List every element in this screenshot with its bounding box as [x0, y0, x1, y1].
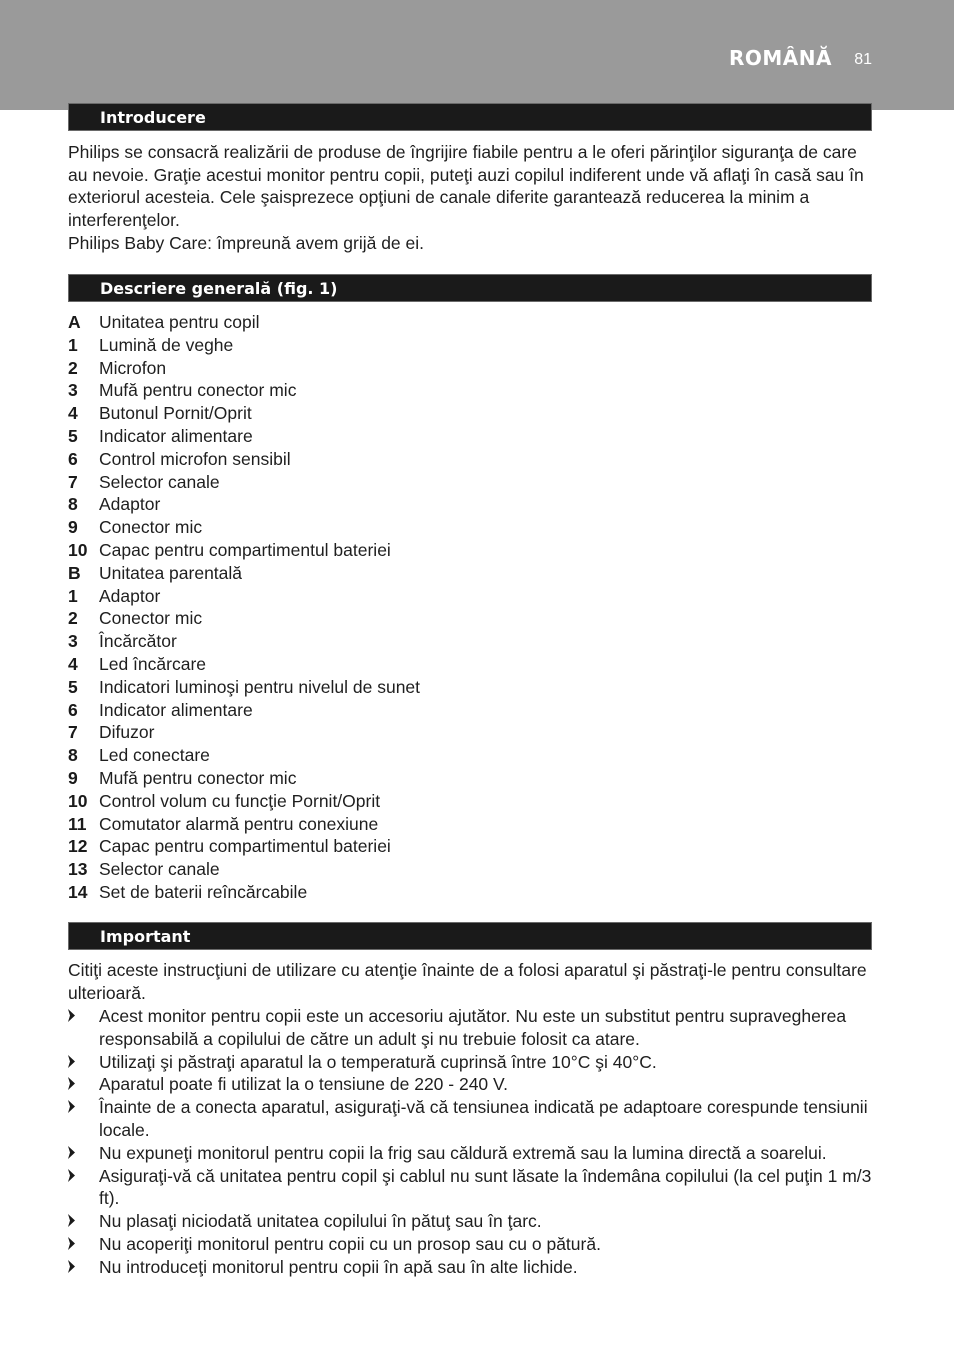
bullet-text: Înainte de a conecta aparatul, asiguraţi-vă că tensiunea indicată pe adaptoare corespunde tensiunii locale. [99, 1097, 868, 1140]
item-key: 5 [68, 676, 78, 697]
bullet-text: Acest monitor pentru copii este un accesoriu ajutător. Nu este un substitut pentru supravegherea responsabilă a copilului de către un adult şi nu trebuie folosit ca atare. [99, 1006, 847, 1049]
item-key: 13 [68, 859, 88, 880]
bullet-arrow-icon [68, 1055, 75, 1068]
item-key: 7 [68, 722, 78, 743]
item-label: Microfon [99, 357, 167, 378]
bullet-arrow-icon [68, 1077, 75, 1090]
item-key: 2 [68, 357, 78, 378]
list-item [68, 630, 868, 653]
bullet-text: Nu acoperiţi monitorul pentru copii cu un prosop sau cu o pătură. [99, 1233, 601, 1254]
item-key: 9 [68, 767, 78, 788]
bullet-text: Asiguraţi-vă că unitatea pentru copil şi cablul nu sunt lăsate la îndemâna copilului (la cel puţin 1 m/3 ft). [99, 1165, 872, 1209]
item-key: 10 [68, 790, 88, 811]
list-item [68, 881, 868, 904]
language-title: ROMÂNĂ [729, 46, 832, 70]
intro-paragraph: Philips se consacră realizării de produse de îngrijire fiabile pentru a le oferi părinţilor siguranţa de care au nevoie. Graţie acestui monitor pentru copii, puteţi auzi copilul indiferent unde vă aflaţi în casă sau în exteriorul acesteia. Cele şaisprezece opţiuni de canale diferite garantează reducerea la minim a interferenţelor. [68, 142, 864, 231]
item-label: Selector canale [99, 859, 220, 880]
list-item [68, 402, 868, 425]
bullet-item [68, 1051, 872, 1074]
list-item [68, 311, 868, 334]
list-item [68, 448, 868, 471]
item-key: 2 [68, 608, 78, 629]
item-label: Adaptor [99, 585, 161, 606]
item-label: Control microfon sensibil [99, 448, 291, 469]
important-intro: Citiţi aceste instrucţiuni de utilizare cu atenţie înainte de a folosi aparatul şi păstraţi-le pentru consultare ulterioară. [68, 960, 867, 1003]
item-label: Indicator alimentare [99, 425, 253, 446]
item-label: Comutator alarmă pentru conexiune [99, 813, 379, 834]
item-key: 12 [68, 836, 88, 857]
bullet-item [68, 1073, 872, 1096]
bullet-arrow-icon [68, 1260, 75, 1273]
item-key: 4 [68, 653, 78, 674]
bullet-text: Nu plasaţi niciodată unitatea copilului în pătuţ sau în ţarc. [99, 1211, 542, 1232]
item-key: 7 [68, 471, 78, 492]
item-key: B [68, 562, 81, 583]
item-key: 4 [68, 403, 78, 424]
safety-bullet-list [68, 1005, 872, 1279]
item-label: Selector canale [99, 471, 220, 492]
bullet-text: Nu introduceţi monitorul pentru copii în apă sau în alte lichide. [99, 1256, 578, 1277]
item-label: Unitatea parentală [99, 562, 243, 583]
item-key: 10 [68, 539, 88, 560]
bullet-item [68, 1256, 872, 1279]
item-label: Conector mic [99, 517, 203, 538]
list-item [68, 653, 868, 676]
parts-list [68, 311, 868, 904]
list-item [68, 357, 868, 380]
bullet-text: Nu expuneţi monitorul pentru copii la frig sau căldură extremă sau la lumina directă a soarelui. [99, 1142, 827, 1163]
item-label: Mufă pentru conector mic [99, 380, 297, 401]
item-label: Adaptor [99, 494, 161, 515]
item-label: Lumină de veghe [99, 334, 234, 355]
item-key: 11 [68, 813, 87, 834]
item-label: Indicator alimentare [99, 699, 253, 720]
page-number: 81 [854, 51, 872, 68]
list-item [68, 493, 868, 516]
section-heading-label: Descriere generală (fig. 1) [100, 279, 338, 298]
item-key: 6 [68, 699, 78, 720]
bullet-text: Aparatul poate fi utilizat la o tensiune de 220 - 240 V. [99, 1074, 508, 1095]
item-key: 5 [68, 425, 78, 446]
bullet-item [68, 1142, 872, 1165]
bullet-item [68, 1210, 872, 1233]
list-item [68, 585, 868, 608]
item-label: Set de baterii reîncărcabile [99, 881, 308, 902]
section-heading-introducere [68, 103, 872, 131]
item-key: 3 [68, 380, 78, 401]
bullet-arrow-icon [68, 1237, 75, 1250]
section-heading-label: Introducere [100, 108, 206, 127]
bullet-arrow-icon [68, 1100, 75, 1113]
item-label: Butonul Pornit/Oprit [99, 403, 252, 424]
bullet-arrow-icon [68, 1146, 75, 1159]
item-key: 6 [68, 448, 78, 469]
item-key: 9 [68, 517, 78, 538]
item-label: Control volum cu funcţie Pornit/Oprit [99, 790, 381, 811]
bullet-item [68, 1233, 872, 1256]
item-label: Capac pentru compartimentul bateriei [99, 539, 391, 560]
item-key: A [68, 312, 81, 332]
intro-text [68, 141, 868, 255]
list-item [68, 858, 868, 881]
list-item [68, 744, 868, 767]
item-key: 8 [68, 494, 78, 515]
item-key: 3 [68, 631, 78, 652]
item-label: Conector mic [99, 608, 203, 629]
item-label: Led conectare [99, 745, 210, 766]
header-band [0, 0, 954, 110]
bullet-arrow-icon [68, 1169, 75, 1182]
section-heading-descriere [68, 274, 872, 302]
list-item [68, 835, 868, 858]
bullet-item [68, 1096, 872, 1142]
list-item [68, 516, 868, 539]
list-item [68, 767, 868, 790]
item-key: 14 [68, 881, 88, 902]
item-label: Capac pentru compartimentul bateriei [99, 836, 391, 857]
section-heading-important [68, 922, 872, 950]
item-key: 1 [68, 334, 78, 355]
list-item [68, 425, 868, 448]
list-item [68, 813, 868, 836]
item-label: Unitatea pentru copil [99, 312, 260, 332]
item-key: 8 [68, 745, 78, 766]
item-label: Difuzor [99, 722, 155, 743]
list-item [68, 471, 868, 494]
bullet-item [68, 1165, 872, 1211]
item-label: Încărcător [99, 631, 177, 652]
list-item [68, 699, 868, 722]
section-heading-label: Important [100, 927, 191, 946]
bullet-arrow-icon [68, 1214, 75, 1227]
item-label: Led încărcare [99, 653, 207, 674]
list-item [68, 790, 868, 813]
list-item [68, 607, 868, 630]
bullet-text: Utilizaţi şi păstraţi aparatul la o temperatură cuprinsă între 10°C şi 40°C. [99, 1051, 657, 1072]
list-item [68, 721, 868, 744]
item-label: Mufă pentru conector mic [99, 767, 297, 788]
item-key: 1 [68, 585, 78, 606]
list-item [68, 676, 868, 699]
bullet-arrow-icon [68, 1009, 75, 1022]
list-item [68, 334, 868, 357]
list-item [68, 379, 868, 402]
intro-tagline: Philips Baby Care: împreună avem grijă de ei. [68, 232, 425, 253]
item-label: Indicatori luminoşi pentru nivelul de sunet [99, 676, 421, 697]
list-item [68, 562, 868, 585]
bullet-item [68, 1005, 872, 1051]
list-item [68, 539, 868, 562]
